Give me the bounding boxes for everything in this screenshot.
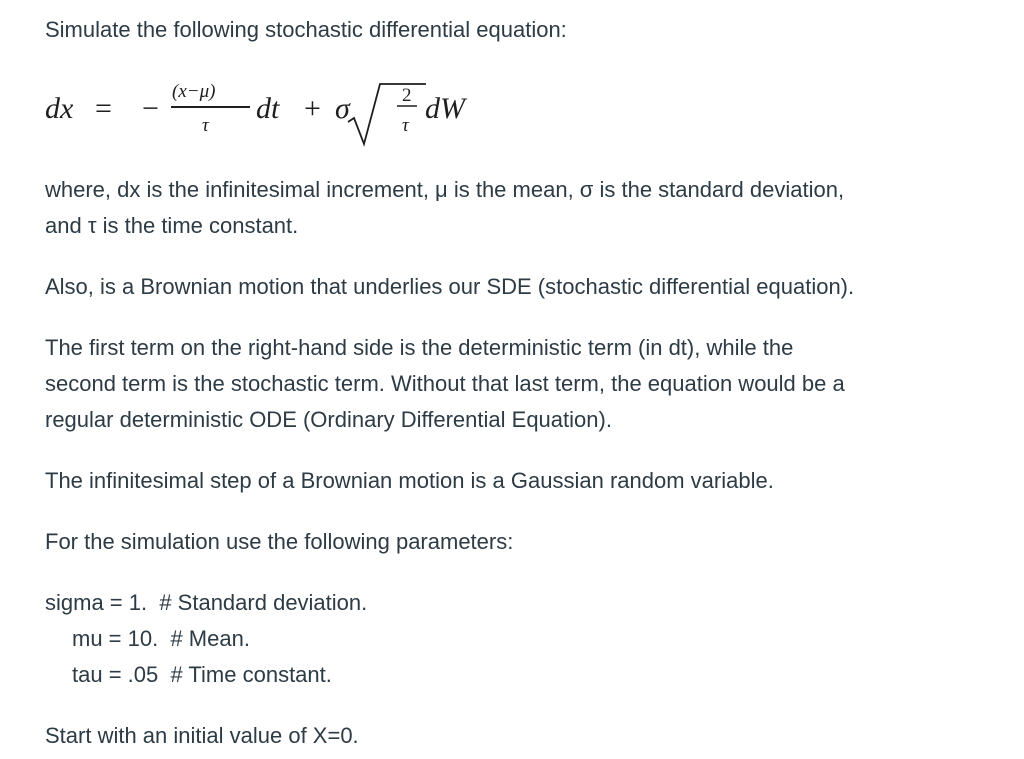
equation-equals: = [95,92,112,125]
param-tau-line: tau = .05 # Time constant. [72,662,332,687]
equation-dt: dt [256,92,280,125]
first-term-line-2: second term is the stochastic term. Without that last term, the equation would be a [45,371,845,396]
params-intro: For the simulation use the following parameters: [45,529,514,554]
gaussian-paragraph: The infinitesimal step of a Brownian motion is a Gaussian random variable. [45,468,774,493]
param-mu-line: mu = 10. # Mean. [72,626,250,651]
equation-dW: dW [425,92,465,125]
first-term-line-3: regular deterministic ODE (Ordinary Differential Equation). [45,407,612,432]
equation-lhs: dx [45,92,74,125]
fraction-denominator: τ [202,115,209,136]
first-term-line-1: The first term on the right-hand side is the deterministic term (in dt), while the [45,335,794,360]
param-sigma-line: sigma = 1. # Standard deviation. [45,590,368,615]
sde-equation [45,78,565,148]
sqrt-numerator: 2 [402,85,412,106]
intro-text: Simulate the following stochastic differential equation: [45,17,567,42]
also-paragraph: Also, is a Brownian motion that underlies our SDE (stochastic differential equation). [45,274,855,299]
sqrt-denominator: τ [402,115,409,136]
equation-minus: − [142,92,159,125]
where-line-1: where, dx is the infinitesimal increment, μ is the mean, σ is the standard deviation, [45,177,845,202]
equation-sigma: σ [335,92,350,125]
fraction-numerator: (x−μ) [172,81,216,102]
start-paragraph: Start with an initial value of X=0. [45,723,359,748]
where-line-2: and τ is the time constant. [45,213,299,238]
equation-plus: + [304,92,321,125]
square-root-sign [45,78,565,148]
